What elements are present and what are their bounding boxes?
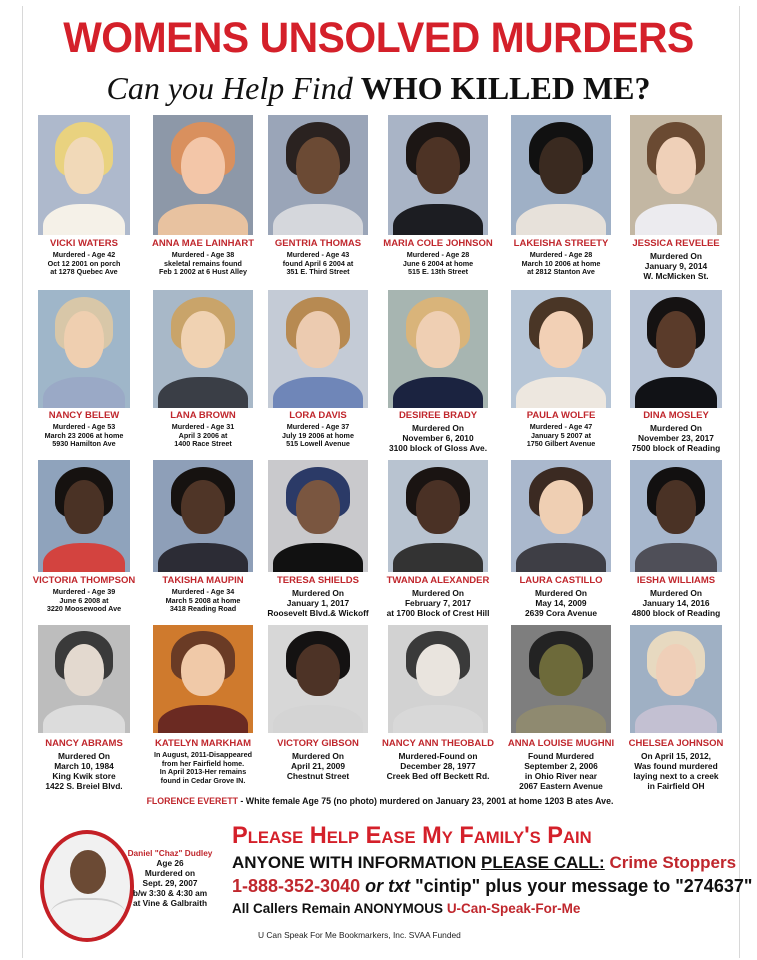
photo-face [539,480,583,534]
victim-details: In August, 2011-Disappeared from her Fairfield home. In April 2013-Her remains found in Cedar Grove IN. [154,750,252,785]
victim-name: IESHA WILLIAMS [636,575,716,586]
victim-details: Murdered On November 6, 2010 3100 block of Gloss Ave. [388,423,488,453]
daniel-details: Age 26 Murdered on Sept. 29, 2007 b/w 3:30 & 4:30 am at Vine & Galbraith [132,858,208,908]
victim-photo [268,290,368,408]
text-tip: "cintip" plus your message to "274637" [415,876,753,896]
photo-face [181,480,225,534]
victim-photo [630,625,722,733]
victim-name: LORA DAVIS [289,410,347,421]
victim-details: Murdered On May 14, 2009 2639 Cora Avenue [525,588,597,618]
victim-photo [268,625,368,733]
victim-details: Murdered-Found on December 28, 1977 Creek Bed off Beckett Rd. [386,751,490,781]
victim-name: ANNA MAE LAINHART [151,238,255,249]
photo-face [416,311,460,368]
victim-name: JESSICA REVELEE [632,238,720,249]
photo-body [516,705,606,733]
victim-name: VICTORIA THOMPSON [32,575,136,586]
victim-details: Murdered On January 1, 2017 Roosevelt Blvd.& Wickoff [267,588,369,618]
victim-photo [388,290,488,408]
photo-body [43,705,126,733]
victim-name: GENTRIA THOMAS [274,238,362,249]
photo-body [635,377,718,408]
photo-body [393,377,483,408]
victim-details: Murdered - Age 53 March 23 2006 at home 5930 Hamilton Ave [44,422,124,449]
victim-name: TAKISHA MAUPIN [162,575,244,586]
photo-face [416,644,460,696]
victim-details: Murdered On January 14, 2016 4800 block of Reading [631,588,721,618]
victim-details: On April 15, 2012, Was found murdered laying next to a creek in Fairfield OH [633,751,719,791]
photo-face [181,644,225,696]
victim-photo [38,290,130,408]
florence-name: FLORENCE EVERETT [146,796,238,806]
photo-face [656,644,696,696]
photo-face [539,137,583,195]
victim-photo [38,625,130,733]
subtitle-question: Can you Help Find [106,70,353,106]
photo-face [296,644,340,696]
victim-details: Murdered On March 10, 1984 King Kwik store 1422 S. Breiel Blvd. [45,751,123,791]
phone-or: or txt [360,876,416,896]
victim-name: DINA MOSLEY [643,410,709,421]
victim-photo [630,460,722,572]
portrait-face [70,850,106,894]
photo-body [393,705,483,733]
photo-face [656,137,696,195]
victim-name: CHELSEA JOHNSON [628,738,724,749]
victim-details: Murdered On April 21, 2009 Chestnut Street [286,751,350,781]
victim-name: NANCY BELEW [48,410,120,421]
victim-name: NANCY ANN THEOBALD [382,738,494,749]
photo-body [393,204,483,235]
photo-face [539,311,583,368]
florence-note [60,796,700,806]
photo-body [393,543,483,572]
photo-body [635,543,718,572]
victim-name: MARIA COLE JOHNSON [383,238,493,249]
photo-face [296,311,340,368]
victim-details: Murdered - Age 31 April 3 2006 at 1400 Race Street [171,422,235,449]
poster-title: WOMENS UNSOLVED MURDERS [63,14,694,62]
victim-name: PAULA WOLFE [526,410,596,421]
photo-face [181,137,225,195]
photo-face [296,137,340,195]
victim-photo [268,115,368,235]
info-line [232,853,736,873]
victim-details: Murdered - Age 34 March 5 2008 at home 3418 Reading Road [165,587,241,614]
photo-body [158,543,248,572]
victim-photo [38,460,130,572]
victim-details: Murdered - Age 28 June 6 2004 at home 515 E. 13th Street [402,250,474,277]
anonymous-text: All Callers Remain ANONYMOUS [232,901,447,916]
poster-subtitle [0,68,757,108]
photo-body [273,204,363,235]
photo-body [635,705,718,733]
victim-photo [153,625,253,733]
victim-photo [153,290,253,408]
photo-body [158,377,248,408]
subtitle-emphasis: WHO KILLED ME? [360,70,651,106]
victim-details: Murdered - Age 37 July 19 2006 at home 515 Lowell Avenue [282,422,354,449]
florence-text: - White female Age 75 (no photo) murdered on January 23, 2001 at home 1203 B ates Ave. [237,796,614,806]
victim-name: LANA BROWN [170,410,236,421]
info-lead: ANYONE WITH INFORMATION [232,853,481,872]
victim-details: Found Murdered September 2, 2006 in Ohio River near 2067 Eastern Avenue [519,751,603,791]
photo-face [416,480,460,534]
photo-body [273,543,363,572]
photo-body [43,204,126,235]
photo-face [539,644,583,696]
victim-photo [630,290,722,408]
victim-details: Murdered On January 9, 2014 W. McMicken St. [643,251,709,281]
victim-photo [388,115,488,235]
daniel-caption [120,848,220,908]
victim-photo [511,625,611,733]
victim-photo [38,115,130,235]
please-call: PLEASE CALL: [481,853,605,872]
photo-face [64,311,104,368]
victim-name: LAKEISHA STREETY [513,238,609,249]
victim-details: Murdered - Age 39 June 6 2008 at 3220 Moosewood Ave [46,587,122,614]
phone-number: 1-888-352-3040 [232,876,361,896]
photo-face [656,311,696,368]
victim-name: VICTORY GIBSON [277,738,359,749]
victim-name: LAURA CASTILLO [519,575,603,586]
victim-details: Murdered - Age 43 found April 6 2004 at 351 E. Third Street [282,250,354,277]
victim-photo [268,460,368,572]
victim-name: VICKI WATERS [50,238,118,249]
victim-photo [388,625,488,733]
photo-face [416,137,460,195]
victim-details: Murdered - Age 38 skeletal remains found Feb 1 2002 at 6 Hust Alley [158,250,248,277]
photo-face [296,480,340,534]
photo-face [656,480,696,534]
victim-photo [388,460,488,572]
photo-face [64,137,104,195]
victim-name: TERESA SHIELDS [277,575,359,586]
portrait-body [50,898,126,940]
victim-details: Murdered On February 7, 2017 at 1700 Block of Crest Hill [386,588,490,618]
photo-body [158,204,248,235]
victim-details: Murdered - Age 28 March 10 2006 at home at 2812 Stanton Ave [521,250,601,277]
victim-photo [511,290,611,408]
photo-body [516,377,606,408]
victim-name: ANNA LOUISE MUGHNI [507,738,615,749]
victim-name: NANCY ABRAMS [45,738,123,749]
photo-face [64,644,104,696]
photo-body [43,543,126,572]
ucs-tagline: U-Can-Speak-For-Me [446,901,581,916]
photo-body [273,377,363,408]
photo-face [181,311,225,368]
phone-line [232,876,752,897]
victim-name: TWANDA ALEXANDER [386,575,490,586]
victim-photo [511,460,611,572]
photo-body [516,204,606,235]
victim-photo [630,115,722,235]
plea-heading: Please Help Ease My Family's Pain [232,822,592,849]
footer-credits: U Can Speak For Me Bookmarkers, Inc. SVAA Funded [258,930,461,940]
victim-photo [153,115,253,235]
photo-body [635,204,718,235]
victim-name: DESIREE BRADY [398,410,478,421]
photo-face [64,480,104,534]
victim-details: Murdered - Age 47 January 5 2007 at 1750 Gilbert Avenue [526,422,596,449]
photo-body [516,543,606,572]
photo-body [43,377,126,408]
victim-photo [153,460,253,572]
victim-photo [511,115,611,235]
photo-body [158,705,248,733]
crime-stoppers: Crime Stoppers [604,853,737,872]
anonymous-line [232,901,580,916]
photo-body [273,705,363,733]
victim-details: Murdered - Age 42 Oct 12 2001 on porch at 1278 Quebec Ave [47,250,121,277]
victim-details: Murdered On November 23, 2017 7500 block of Reading [631,423,721,453]
victim-name: KATELYN MARKHAM [154,738,252,749]
daniel-name: Daniel "Chaz" Dudley [127,848,213,858]
